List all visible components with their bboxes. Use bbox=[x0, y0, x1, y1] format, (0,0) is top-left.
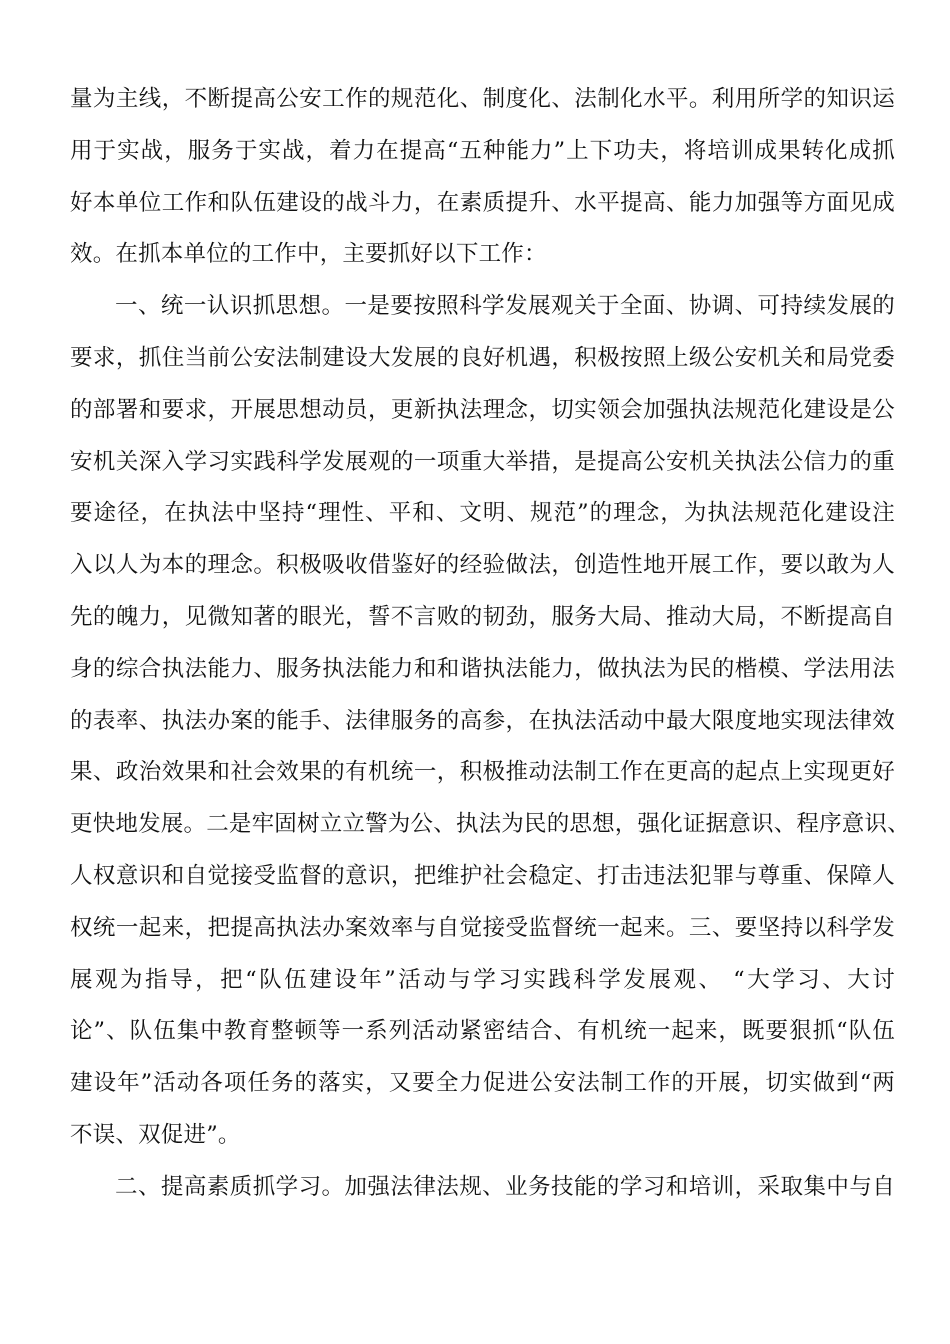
text-line: 要求，抓住当前公安法制建设大发展的良好机遇，积极按照上级公安机关和局党委 bbox=[70, 344, 895, 371]
paragraph-intro bbox=[70, 74, 895, 281]
text-line: 要途径，在执法中坚持“理性、平和、文明、规范”的理念，为执法规范化建设注 bbox=[70, 500, 895, 527]
text-line: 权统一起来，把提高执法办案效率与自觉接受监督统一起来。三、要坚持以科学发 bbox=[70, 914, 895, 941]
text-line: 身的综合执法能力、服务执法能力和和谐执法能力，做执法为民的楷模、学法用法 bbox=[70, 655, 895, 682]
text-line: 安机关深入学习实践科学发展观的一项重大举措，是提高公安机关执法公信力的重 bbox=[70, 448, 895, 475]
text-line: 果、政治效果和社会效果的有机统一，积极推动法制工作在更高的起点上实现更好 bbox=[70, 759, 895, 786]
text-line: 建设年”活动各项任务的落实，又要全力促进公安法制工作的开展，切实做到“两 bbox=[70, 1070, 895, 1097]
text-line: 效。在抓本单位的工作中，主要抓好以下工作： bbox=[70, 241, 547, 268]
text-line: 先的魄力，见微知著的眼光，誓不言败的韧劲，服务大局、推动大局，不断提高自 bbox=[70, 603, 895, 630]
text-line: 一、统一认识抓思想。一是要按照科学发展观关于全面、协调、可持续发展的 bbox=[115, 293, 895, 320]
text-line: 更快地发展。二是牢固树立立警为公、执法为民的思想，强化证据意识、程序意识、 bbox=[70, 811, 910, 838]
text-line: 二、提高素质抓学习。加强法律法规、业务技能的学习和培训，采取集中与自 bbox=[115, 1173, 895, 1200]
text-line: 不误、双促进”。 bbox=[70, 1121, 241, 1148]
text-line: 用于实战，服务于实战，着力在提高“五种能力”上下功夫，将培训成果转化成抓 bbox=[70, 137, 895, 164]
text-line: 的部署和要求，开展思想动员，更新执法理念，切实领会加强执法规范化建设是公 bbox=[70, 396, 895, 423]
text-line: 展观为指导，把“队伍建设年”活动与学习实践科学发展观、 “大学习、大讨 bbox=[70, 966, 895, 993]
text-line: 入以人为本的理念。积极吸收借鉴好的经验做法，创造性地开展工作，要以敢为人 bbox=[70, 552, 895, 579]
paragraph-section-one bbox=[70, 281, 910, 1162]
document-page bbox=[70, 74, 910, 1214]
paragraph-section-two bbox=[70, 1162, 895, 1214]
text-line: 人权意识和自觉接受监督的意识，把维护社会稳定、打击违法犯罪与尊重、保障人 bbox=[70, 862, 895, 889]
text-line: 量为主线，不断提高公安工作的规范化、制度化、法制化水平。利用所学的知识运 bbox=[70, 86, 895, 112]
text-line: 的表率、执法办案的能手、法律服务的高参，在执法活动中最大限度地实现法律效 bbox=[70, 707, 895, 734]
text-line: 论”、队伍集中教育整顿等一系列活动紧密结合、有机统一起来，既要狠抓“队伍 bbox=[70, 1018, 895, 1045]
text-line: 好本单位工作和队伍建设的战斗力，在素质提升、水平提高、能力加强等方面见成 bbox=[70, 189, 895, 216]
